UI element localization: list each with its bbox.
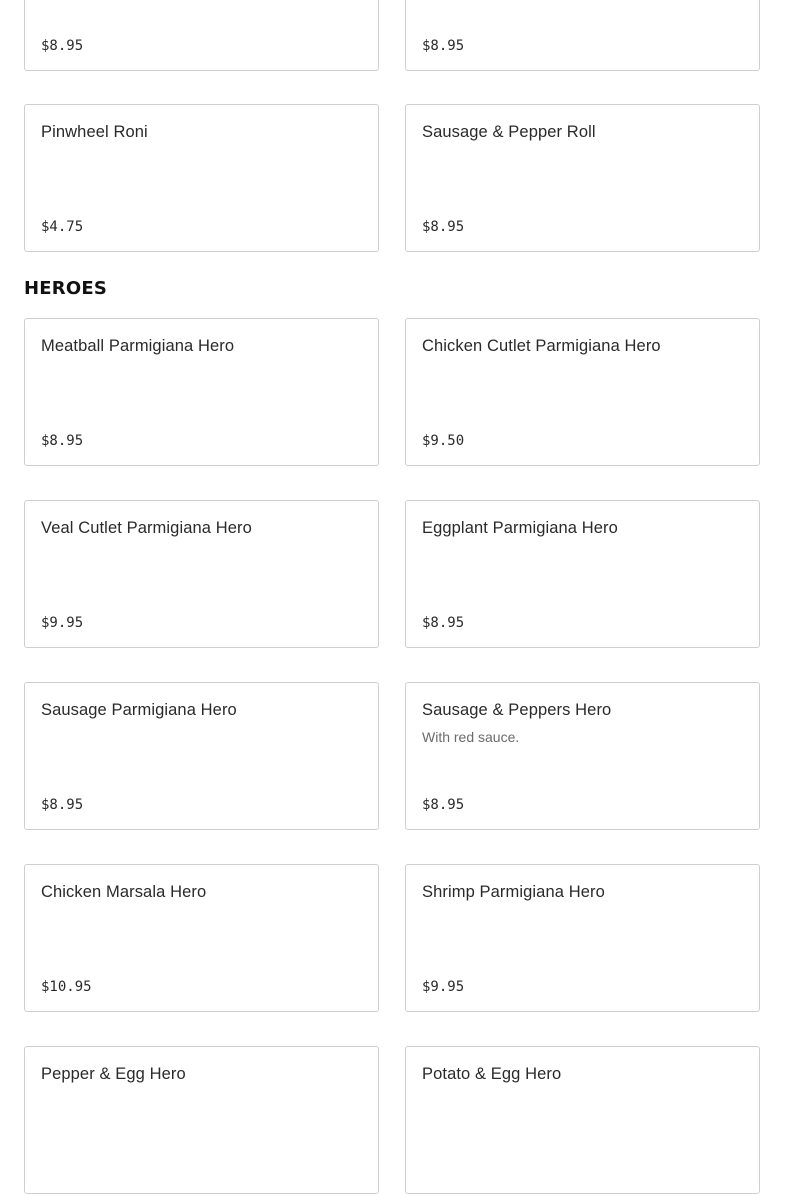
item-name: Chicken Marsala Hero	[41, 883, 207, 901]
item-price: $9.95	[422, 979, 465, 995]
section-heading-heroes: HEROES	[24, 278, 107, 299]
item-name: Sausage Parmigiana Hero	[41, 701, 237, 719]
menu-item-card[interactable]	[24, 0, 379, 71]
item-name: Chicken Cutlet Parmigiana Hero	[422, 337, 661, 355]
item-description: With red sauce.	[422, 729, 520, 745]
menu-item-card[interactable]	[405, 682, 760, 830]
menu-item-card[interactable]	[405, 864, 760, 1012]
item-price: $8.95	[422, 38, 465, 54]
menu-item-card[interactable]	[405, 500, 760, 648]
menu-item-card[interactable]	[405, 104, 760, 252]
item-name: Pepper & Egg Hero	[41, 1065, 186, 1083]
item-name: Sausage & Peppers Hero	[422, 701, 612, 719]
menu-item-card[interactable]	[24, 104, 379, 252]
menu-item-card[interactable]	[24, 864, 379, 1012]
menu-item-card[interactable]	[24, 500, 379, 648]
item-price: $9.50	[422, 433, 465, 449]
item-price: $8.95	[422, 219, 465, 235]
item-price: $4.75	[41, 219, 84, 235]
item-price: $10.95	[41, 979, 92, 995]
menu-item-card[interactable]	[24, 318, 379, 466]
item-price: $8.95	[41, 433, 84, 449]
menu-item-card[interactable]	[405, 318, 760, 466]
menu-item-card[interactable]	[24, 1046, 379, 1194]
item-name: Shrimp Parmigiana Hero	[422, 883, 605, 901]
item-name: Meatball Parmigiana Hero	[41, 337, 235, 355]
item-price: $8.95	[41, 38, 84, 54]
item-price: $9.95	[41, 615, 84, 631]
menu-item-card[interactable]	[405, 0, 760, 71]
menu-item-card[interactable]	[24, 682, 379, 830]
menu-item-card[interactable]	[405, 1046, 760, 1194]
item-name: Sausage & Pepper Roll	[422, 123, 596, 141]
item-name: Potato & Egg Hero	[422, 1065, 562, 1083]
item-price: $8.95	[422, 797, 465, 813]
item-name: Eggplant Parmigiana Hero	[422, 519, 618, 537]
item-price: $8.95	[422, 615, 465, 631]
item-price: $8.95	[41, 797, 84, 813]
item-name: Pinwheel Roni	[41, 123, 148, 141]
item-name: Veal Cutlet Parmigiana Hero	[41, 519, 252, 537]
